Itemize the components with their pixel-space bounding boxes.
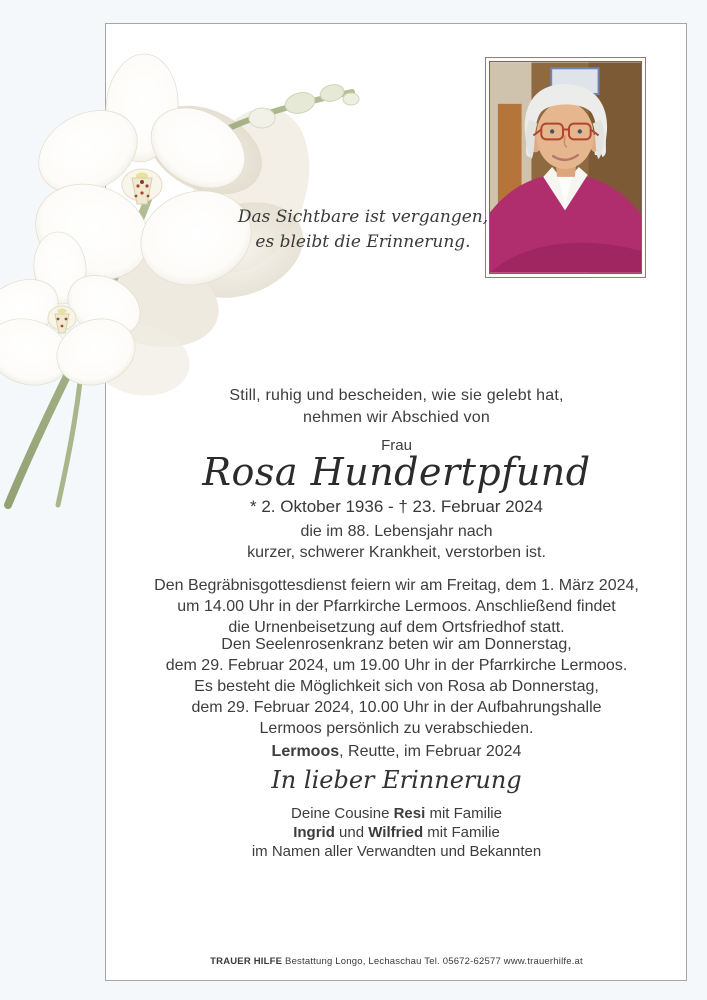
farewell-line: Es besteht die Möglichkeit sich von Rosa ab Donnerstag,: [194, 678, 599, 695]
funeral-line: um 14.00 Uhr in der Pfarrkirche Lermoos. Anschließend findet: [177, 598, 616, 615]
deceased-name: Rosa Hundertpfund: [202, 450, 591, 494]
salutation: Frau: [381, 437, 412, 454]
mourner-line: [105, 804, 688, 823]
memory-heading: In lieber Erinnerung: [271, 766, 522, 794]
funeral-home-info: Bestattung Longo, Lechaschau Tel. 05672-62577 www.trauerhilfe.at: [282, 956, 583, 967]
rosary-announcement: [105, 634, 688, 676]
funeral-home-footer: [105, 956, 688, 967]
mourner-name: Ingrid: [293, 824, 335, 841]
mourner-text: mit Familie: [425, 805, 502, 822]
intro-text: [105, 385, 688, 429]
rosary-line: dem 29. Februar 2024, um 19.00 Uhr in der Pfarrkirche Lermoos.: [165, 657, 628, 674]
farewell-announcement: [105, 676, 688, 739]
funeral-announcement: [105, 575, 688, 638]
place-and-date: [105, 743, 688, 761]
mourner-line: [105, 823, 688, 842]
death-note-line: die im 88. Lebensjahr nach: [300, 523, 493, 540]
mourner-text: und: [334, 824, 369, 841]
mourner-line: im Namen aller Verwandten und Bekannten: [251, 843, 542, 860]
memorial-quote: [228, 205, 498, 255]
birth-death-dates: * 2. Oktober 1936 - † 23. Februar 2024: [250, 497, 543, 516]
mourner-text: Deine Cousine: [291, 805, 394, 822]
funeral-line: Den Begräbnisgottesdienst feiern wir am Freitag, dem 1. März 2024,: [154, 577, 639, 594]
place-date-rest: , Reutte, im Februar 2024: [339, 743, 522, 760]
mourner-name: Resi: [393, 805, 426, 822]
portrait-photo-frame: [485, 57, 646, 278]
mourner-text: mit Familie: [423, 824, 500, 841]
mourners-list: [105, 804, 688, 861]
orchid-flower-image: [0, 0, 360, 510]
place-name: Lermoos: [271, 743, 340, 760]
funeral-home-brand: TRAUER HILFE: [210, 956, 283, 967]
farewell-line: dem 29. Februar 2024, 10.00 Uhr in der Aufbahrungshalle: [191, 699, 602, 716]
intro-line: Still, ruhig und bescheiden, wie sie gelebt hat,: [229, 387, 564, 404]
portrait-photo: [489, 61, 642, 274]
intro-line: nehmen wir Abschied von: [303, 409, 490, 426]
farewell-line: Lermoos persönlich zu verabschieden.: [259, 720, 534, 737]
death-note-line: kurzer, schwerer Krankheit, verstorben ist.: [247, 544, 546, 561]
quote-line: Das Sichtbare ist vergangen,: [237, 207, 489, 227]
funeral-line: die Urnenbeisetzung auf dem Ortsfriedhof statt.: [228, 619, 565, 636]
mourner-name: Wilfried: [368, 824, 424, 841]
quote-line: es bleibt die Erinnerung.: [255, 232, 471, 252]
death-note: [105, 521, 688, 563]
rosary-line: Den Seelenrosenkranz beten wir am Donnerstag,: [221, 636, 572, 653]
